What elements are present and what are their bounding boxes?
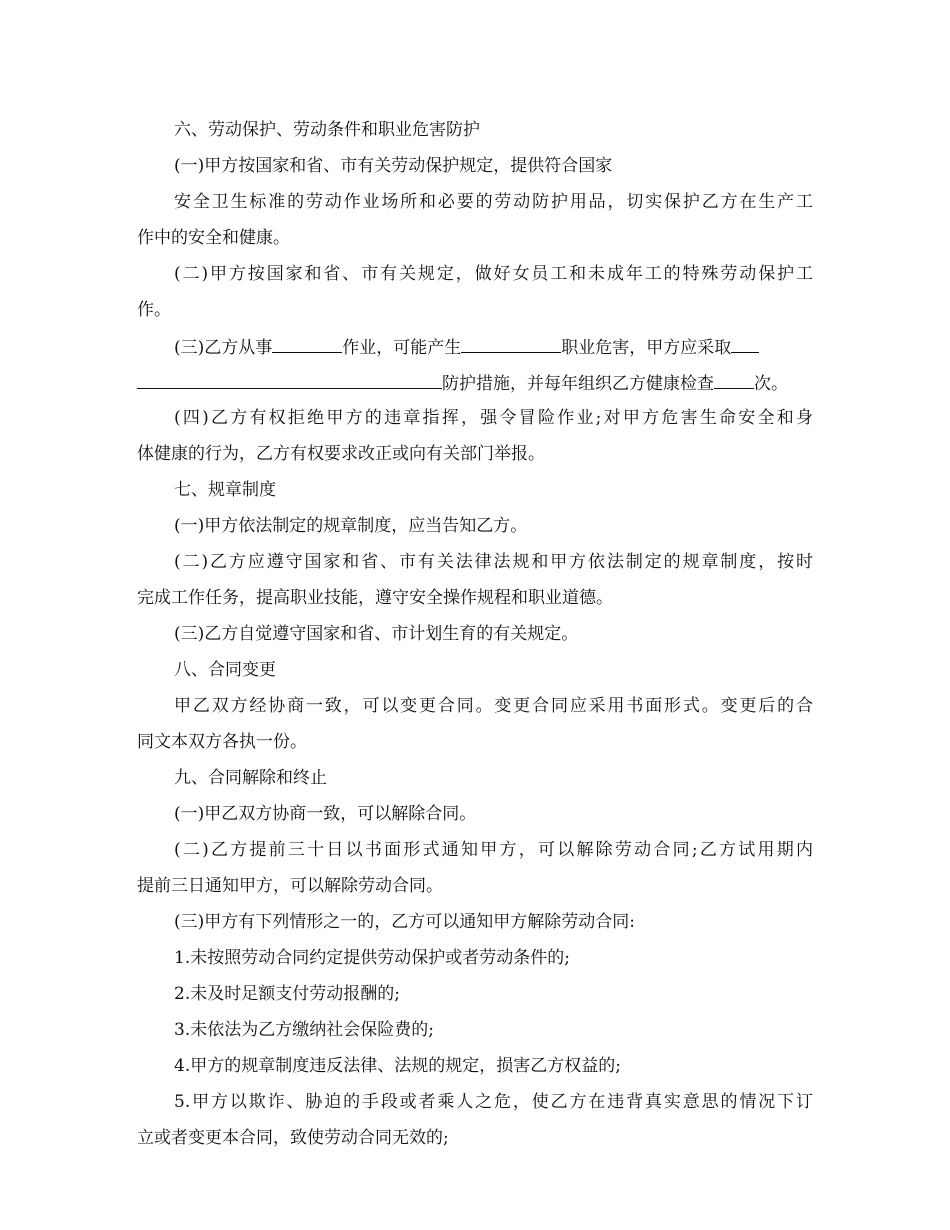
s6-clause-1-line-2: 安全卫生标准的劳动作业场所和必要的劳动防护用品，切实保护乙方在生产工	[174, 192, 813, 212]
section-6-heading: 六、劳动保护、劳动条件和职业危害防护	[174, 120, 480, 140]
s9-item-3: 3.未依法为乙方缴纳社会保险费的;	[174, 1020, 434, 1040]
blank-work-type	[272, 328, 342, 353]
s6-clause-4-line-2: 体健康的行为，乙方有权要求改正或向有关部门举报。	[137, 444, 545, 464]
blank-exam-count	[714, 364, 754, 389]
s9-item-4: 4.甲方的规章制度违反法律、法规的规定，损害乙方权益的;	[174, 1056, 621, 1076]
s6-clause-3-text-c: 职业危害，甲方应采取	[561, 338, 732, 358]
s9-clause-2-line-1: (二)乙方提前三十日以书面形式通知甲方，可以解除劳动合同;乙方试用期内	[174, 840, 813, 860]
s6-clause-1-line-3: 作中的安全和健康。	[137, 228, 290, 248]
s7-clause-1: (一)甲方依法制定的规章制度，应当告知乙方。	[174, 516, 528, 536]
s6-clause-2-line-1: (二)甲方按国家和省、市有关规定，做好女员工和未成年工的特殊劳动保护工	[174, 264, 813, 284]
s6-clause-4-line-1: (四)乙方有权拒绝甲方的违章指挥，强令冒险作业;对甲方危害生命安全和身	[174, 408, 813, 428]
s9-item-2: 2.未及时足额支付劳动报酬的;	[174, 984, 400, 1004]
section-8-heading: 八、合同变更	[174, 660, 276, 680]
s6-clause-3-text-b: 作业，可能产生	[342, 338, 462, 358]
section-9-heading: 九、合同解除和终止	[174, 768, 327, 788]
s6-clause-3-line-2	[137, 364, 813, 400]
s7-clause-3: (三)乙方自觉遵守国家和省、市计划生育的有关规定。	[174, 624, 579, 644]
s9-clause-3: (三)甲方有下列情形之一的，乙方可以通知甲方解除劳动合同:	[174, 912, 635, 932]
s8-para-line-1: 甲乙双方经协商一致，可以变更合同。变更合同应采用书面形式。变更后的合	[174, 696, 813, 716]
s9-clause-2-line-2: 提前三日通知甲方，可以解除劳动合同。	[137, 876, 443, 896]
s8-para-line-2: 同文本双方各执一份。	[137, 732, 307, 752]
blank-hazard	[461, 328, 561, 353]
s9-item-5-line-2: 立或者变更本合同，致使劳动合同无效的;	[137, 1128, 449, 1148]
s7-clause-2-line-1: (二)乙方应遵守国家和省、市有关法律法规和甲方依法制定的规章制度，按时	[174, 552, 813, 572]
s9-clause-1: (一)甲乙双方协商一致，可以解除合同。	[174, 804, 477, 824]
s6-clause-3-text-a: (三)乙方从事	[174, 338, 273, 358]
contract-body	[137, 112, 813, 1156]
s7-clause-2-line-2: 完成工作任务，提高职业技能，遵守安全操作规程和职业道德。	[137, 588, 613, 608]
blank-measures-start	[731, 328, 759, 353]
s6-clause-3-text-e: 次。	[754, 374, 788, 394]
s9-item-5-line-1: 5.甲方以欺诈、胁迫的手段或者乘人之危，使乙方在违背真实意思的情况下订	[174, 1092, 813, 1112]
blank-measures	[137, 364, 442, 389]
s6-clause-3-line-1	[137, 328, 813, 364]
s6-clause-2-line-2: 作。	[137, 300, 171, 320]
s6-clause-3-text-d: 防护措施，并每年组织乙方健康检查	[442, 374, 714, 394]
section-7-heading: 七、规章制度	[174, 480, 276, 500]
s6-clause-1-line-1: (一)甲方按国家和省、市有关劳动保护规定，提供符合国家	[174, 156, 613, 176]
s9-item-1: 1.未按照劳动合同约定提供劳动保护或者劳动条件的;	[174, 948, 570, 968]
